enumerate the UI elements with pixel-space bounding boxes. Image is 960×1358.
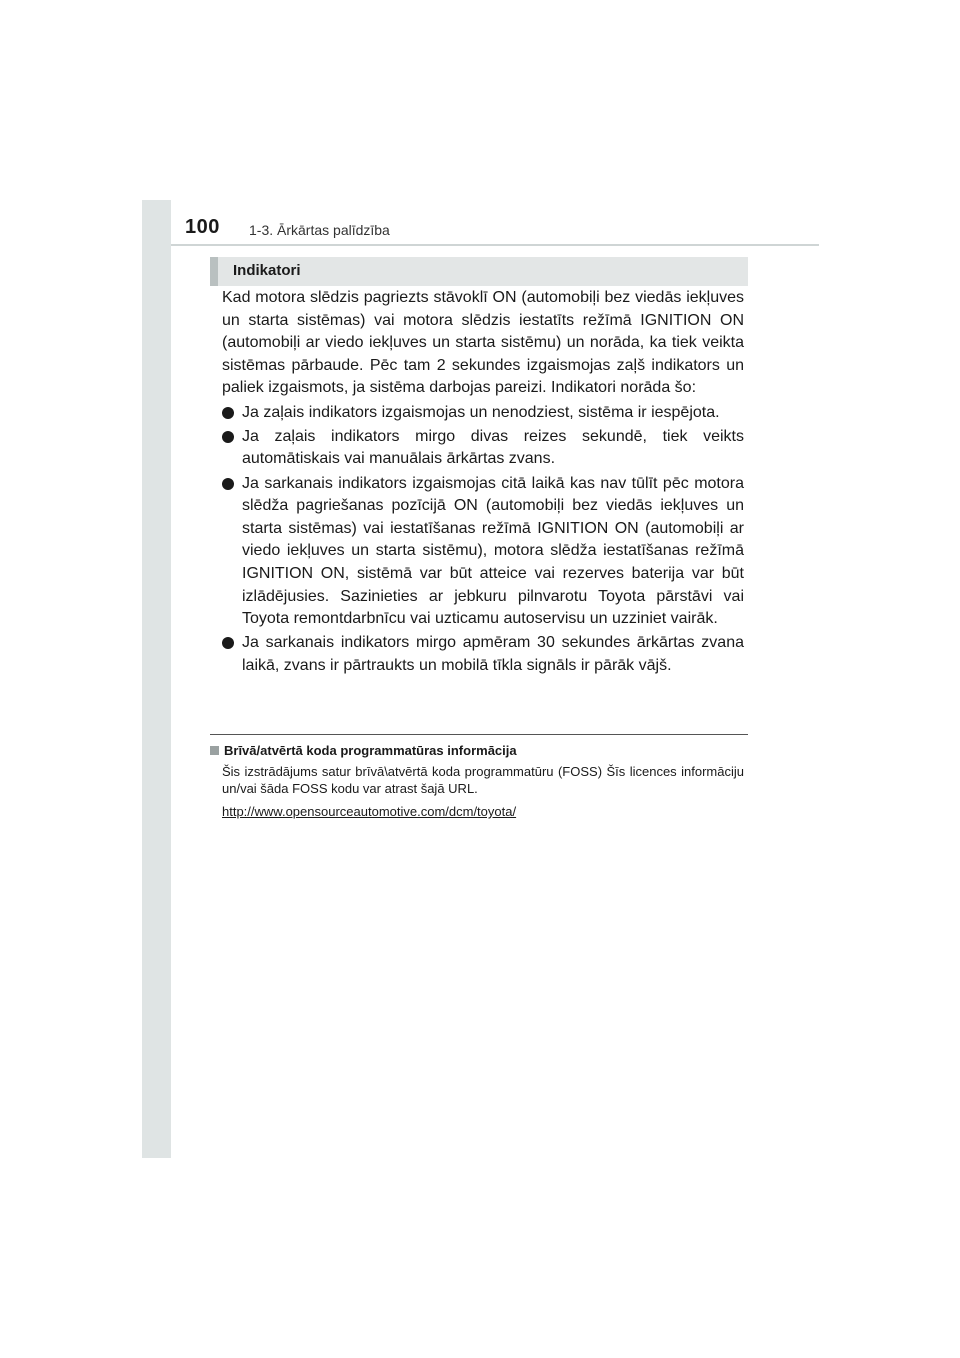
list-item [222, 632, 744, 677]
section-title: Indikatori [233, 262, 301, 279]
bullet-icon [222, 478, 234, 490]
indicator-list [222, 402, 744, 678]
square-bullet-icon [210, 746, 219, 755]
foss-url-link[interactable]: http://www.opensourceautomotive.com/dcm/toyota/ [222, 804, 517, 819]
list-item-text: Ja zaļais indikators mirgo divas reizes sekundē, tiek veikts automātiskais vai manuālais ārkārtas zvans. [242, 427, 744, 468]
section-heading-bar [210, 257, 748, 286]
bullet-icon [222, 637, 234, 649]
note-heading [210, 743, 517, 758]
list-item [222, 473, 744, 631]
list-item [222, 402, 744, 425]
list-item-text: Ja sarkanais indikators izgaismojas citā laikā kas nav tūlīt pēc motora slēdža pagriešanas pozīcijā ON (automobiļi bez viedās iekļuves un starta sistēmas) vai iestatīšanas režīmā IGNITION ON (automobiļi ar viedo iekļuves un starta sistēmu), motora slēdža iestatīšanas režīmā IGNITION ON, sistēmā var būt atteice vai rezerves baterija var būt izlādējusies. Sazinieties ar jebkuru pilnvarotu Toyota pārstāvi vai Toyota remontdarbnīcu vai uzticamu autoservisu un uzziniet vairāk. [242, 474, 744, 628]
list-item-text: Ja sarkanais indikators mirgo apmēram 30 sekundes ārkārtas zvana laikā, zvans ir pārtraukts un mobilā tīkla signāls ir pārāk vājš. [242, 634, 744, 674]
body-text [222, 287, 744, 677]
bullet-icon [222, 431, 234, 443]
note-divider [210, 734, 748, 735]
header-divider [171, 244, 819, 246]
note-title-text: Brīvā/atvērtā koda programmatūras informācija [224, 743, 517, 758]
side-margin-band [142, 200, 171, 1158]
page-number: 100 [185, 216, 220, 238]
note-text: Šis izstrādājums satur brīvā\atvērtā koda programmatūru (FOSS) Šīs licences informāciju un/vai šāda FOSS kodu var atrast šajā URL. [222, 764, 744, 796]
intro-paragraph: Kad motora slēdzis pagriezts stāvoklī ON (automobiļi bez viedās iekļuves un starta sistēmas) vai motora slēdzis iestatīts režīmā IGNITION ON (automobiļi ar viedo iekļuves un starta sistēmu) un norāda, ka tiek veikta sistēmas pārbaude. Pēc tam 2 sekundes izgaismojas zaļš indikators un paliek izgaismots, ja sistēma darbojas pareizi. Indikatori norāda šo: [222, 289, 744, 397]
running-header: 1-3. Ārkārtas palīdzība [249, 222, 390, 238]
list-item [222, 426, 744, 471]
list-item-text: Ja zaļais indikators izgaismojas un nenodziest, sistēma ir iespējota. [242, 403, 720, 421]
bullet-icon [222, 407, 234, 419]
